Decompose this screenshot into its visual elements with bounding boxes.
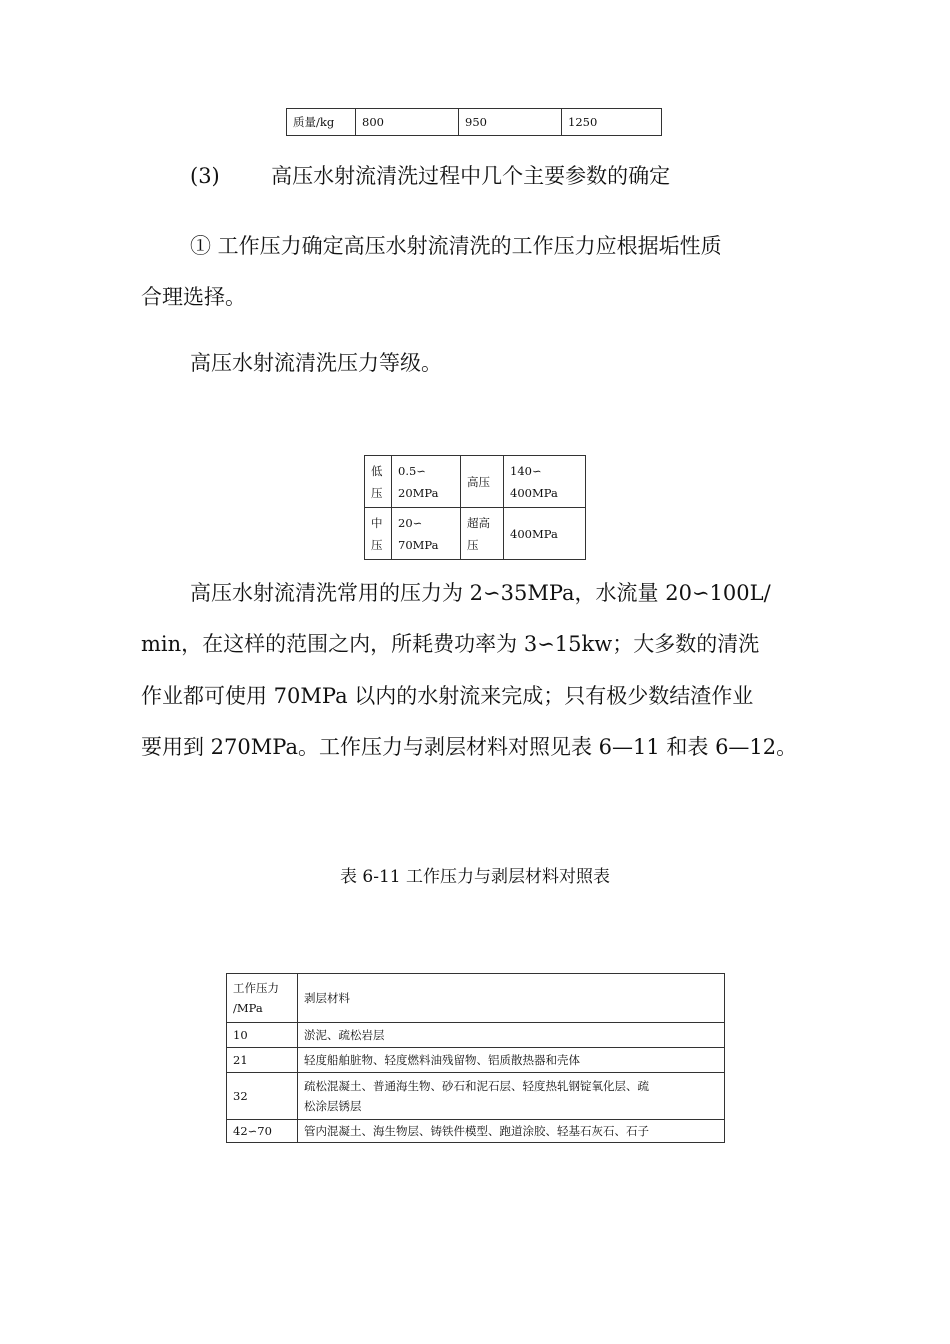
section-number: (3) — [190, 164, 220, 188]
table-row — [287, 109, 662, 136]
mass-value-cell: 950 — [459, 109, 562, 136]
level-range-cell: 0.5∽ 20MPa — [392, 456, 461, 508]
paragraph-line: ① 工作压力确定高压水射流清洗的工作压力应根据垢性质 — [190, 234, 722, 258]
section-title: 高压水射流清洗过程中几个主要参数的确定 — [271, 164, 671, 188]
material-cell: 疏松混凝土、普通海生物、砂石和泥石层、轻度热轧钢锭氧化层、疏 松涂层锈层 — [298, 1073, 725, 1120]
materials-table — [226, 973, 725, 1143]
header-pressure-cell: 工作压力 /MPa — [227, 974, 298, 1023]
paragraph-line: 作业都可使用 70MPa 以内的水射流来完成；只有极少数结渣作业 — [141, 684, 754, 708]
header-material-cell: 剥层材料 — [298, 974, 725, 1023]
material-cell: 淤泥、疏松岩层 — [298, 1023, 725, 1048]
paragraph-line: min，在这样的范围之内，所耗费功率为 3∽15kw；大多数的清洗 — [141, 632, 760, 656]
level-name-cell: 高压 — [461, 456, 504, 508]
paragraph-levels-intro: 高压水射流清洗压力等级。 — [190, 351, 442, 375]
table-row — [227, 1023, 725, 1048]
pressure-levels-table — [364, 455, 586, 560]
table-row — [227, 1120, 725, 1143]
table-caption: 表 6-11 工作压力与剥层材料对照表 — [340, 867, 610, 887]
level-range-cell: 20∽ 70MPa — [392, 508, 461, 560]
level-name-cell: 超高 压 — [461, 508, 504, 560]
pressure-cell: 21 — [227, 1048, 298, 1073]
section-heading — [190, 160, 670, 190]
material-cell: 轻度船舶脏物、轻度燃料油残留物、铝质散热器和壳体 — [298, 1048, 725, 1073]
pressure-cell: 42∽70 — [227, 1120, 298, 1143]
level-range-cell: 140∽ 400MPa — [504, 456, 586, 508]
level-range-cell: 400MPa — [504, 508, 586, 560]
table-row — [365, 456, 586, 508]
mass-value-cell: 800 — [356, 109, 459, 136]
level-name-cell: 中 压 — [365, 508, 392, 560]
mass-label-cell: 质量/kg — [287, 109, 356, 136]
mass-value-cell: 1250 — [562, 109, 662, 136]
paragraph-line: 要用到 270MPa。工作压力与剥层材料对照见表 6—11 和表 6—12。 — [141, 735, 798, 759]
pressure-cell: 32 — [227, 1073, 298, 1120]
pressure-cell: 10 — [227, 1023, 298, 1048]
paragraph-line: 合理选择。 — [141, 285, 246, 309]
table-row — [365, 508, 586, 560]
mass-table — [286, 108, 662, 136]
table-row — [227, 1073, 725, 1120]
material-cell: 管内混凝土、海生物层、铸铁件模型、跑道涂胶、轻基石灰石、石子 — [298, 1120, 725, 1143]
table-row — [227, 1048, 725, 1073]
table-header-row — [227, 974, 725, 1023]
paragraph-line: 高压水射流清洗常用的压力为 2∽35MPa，水流量 20∽100L/ — [190, 581, 771, 605]
level-name-cell: 低 压 — [365, 456, 392, 508]
